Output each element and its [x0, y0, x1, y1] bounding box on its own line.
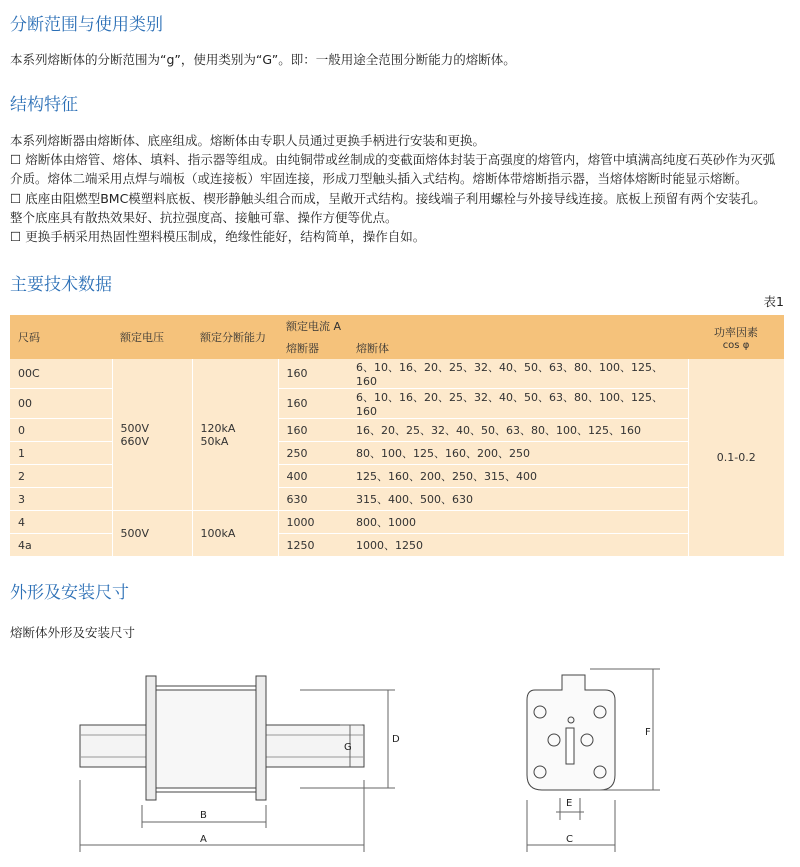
header-voltage: 额定电压 — [112, 315, 192, 359]
header-pf — [688, 315, 784, 359]
cell-size: 1 — [10, 442, 112, 465]
dim-label-f: F — [645, 727, 651, 738]
cell-breaking-group2: 100kA — [192, 511, 278, 557]
cell-link: 125、160、200、250、315、400 — [348, 465, 688, 488]
dim-label-a: A — [200, 834, 207, 845]
table-row — [10, 359, 784, 389]
cell-pf: 0.1-0.2 — [688, 359, 784, 557]
table-row — [10, 511, 784, 534]
cell-link: 1000、1250 — [348, 534, 688, 557]
cell-breaking-group1 — [192, 359, 278, 511]
header-current: 额定电流 A — [278, 315, 688, 337]
cell-size: 00 — [10, 389, 112, 419]
header-pf-sub: cos φ — [722, 339, 750, 351]
cell-link: 800、1000 — [348, 511, 688, 534]
tech-data-table — [10, 315, 784, 557]
cell-holder: 250 — [278, 442, 348, 465]
structure-line: ☐ 底座由阻燃型BMC模塑料底板、楔形静触头组合而成，呈敞开式结构。接线端子利用螺栓与外接导线连接。底板上预留有两个安装孔。 — [10, 189, 766, 208]
header-breaking: 额定分断能力 — [192, 315, 278, 359]
cell-link: 6、10、16、20、25、32、40、50、63、80、100、125、160 — [348, 389, 688, 419]
header-fuse-holder: 熔断器 — [278, 337, 348, 359]
structure-line: ☐ 熔断体由熔管、熔体、填料、指示器等组成。由纯铜带或丝制成的变截面熔体封装于高强度的熔管内，熔管中填满高纯度石英砂作为灭弧 — [10, 150, 775, 169]
structure-line: 整个底座具有散热效果好、抗拉强度高、接触可靠、操作方便等优点。 — [10, 210, 398, 225]
cell-holder: 160 — [278, 389, 348, 419]
dim-label-b: B — [200, 810, 207, 821]
breaking-50: 50kA — [200, 434, 229, 448]
cell-voltage-group2: 500V — [112, 511, 192, 557]
voltage-660: 660V — [120, 434, 150, 448]
dim-label-g: G — [344, 742, 352, 753]
voltage-500: 500V — [120, 421, 150, 435]
dim-label-e: E — [566, 798, 573, 809]
cell-voltage-group1 — [112, 359, 192, 511]
cell-link: 80、100、125、160、200、250 — [348, 442, 688, 465]
dim-label-c: C — [566, 834, 573, 845]
section-title-structure: 结构特征 — [10, 95, 78, 115]
structure-line: ☐ 更换手柄采用热固性塑料模压制成，绝缘性能好，结构简单，操作自如。 — [10, 227, 425, 246]
cell-holder: 1000 — [278, 511, 348, 534]
cell-size: 00C — [10, 359, 112, 389]
section-title-tech-data: 主要技术数据 — [10, 275, 112, 295]
header-size: 尺码 — [10, 315, 112, 359]
table-caption: 表1 — [763, 294, 784, 309]
breaking-120: 120kA — [200, 421, 236, 435]
cell-size: 0 — [10, 419, 112, 442]
structure-line: 介质。熔体二端采用点焊与端板（或连接板）牢固连接，形成刀型触头插入式结构。熔断体带熔断指示器，当熔体熔断时能显示熔断。 — [10, 171, 748, 186]
cell-holder: 160 — [278, 359, 348, 389]
header-fuse-link: 熔断体 — [348, 337, 688, 359]
fuse-front-view — [527, 669, 660, 852]
breaking-range-text: 本系列熔断体的分断范围为“g”，使用类别为“G”。即：一般用途全范围分断能力的熔断体。 — [10, 52, 516, 67]
cell-size: 4a — [10, 534, 112, 557]
section-title-breaking-range: 分断范围与使用类别 — [10, 15, 163, 35]
header-pf-label: 功率因素 — [714, 325, 758, 339]
structure-line: 本系列熔断器由熔断体、底座组成。熔断体由专职人员通过更换手柄进行安装和更换。 — [10, 133, 486, 148]
cell-holder: 160 — [278, 419, 348, 442]
cell-holder: 1250 — [278, 534, 348, 557]
cell-size: 3 — [10, 488, 112, 511]
cell-size: 2 — [10, 465, 112, 488]
dimensions-subtitle: 熔断体外形及安装尺寸 — [10, 625, 136, 640]
cell-size: 4 — [10, 511, 112, 534]
cell-holder: 630 — [278, 488, 348, 511]
section-title-dimensions: 外形及安装尺寸 — [10, 583, 129, 603]
dimension-drawings — [0, 640, 800, 867]
cell-link: 6、10、16、20、25、32、40、50、63、80、100、125、160 — [348, 359, 688, 389]
cell-holder: 400 — [278, 465, 348, 488]
cell-link: 16、20、25、32、40、50、63、80、100、125、160 — [348, 419, 688, 442]
cell-link: 315、400、500、630 — [348, 488, 688, 511]
dim-label-d: D — [392, 734, 400, 745]
fuse-side-view — [80, 676, 395, 852]
